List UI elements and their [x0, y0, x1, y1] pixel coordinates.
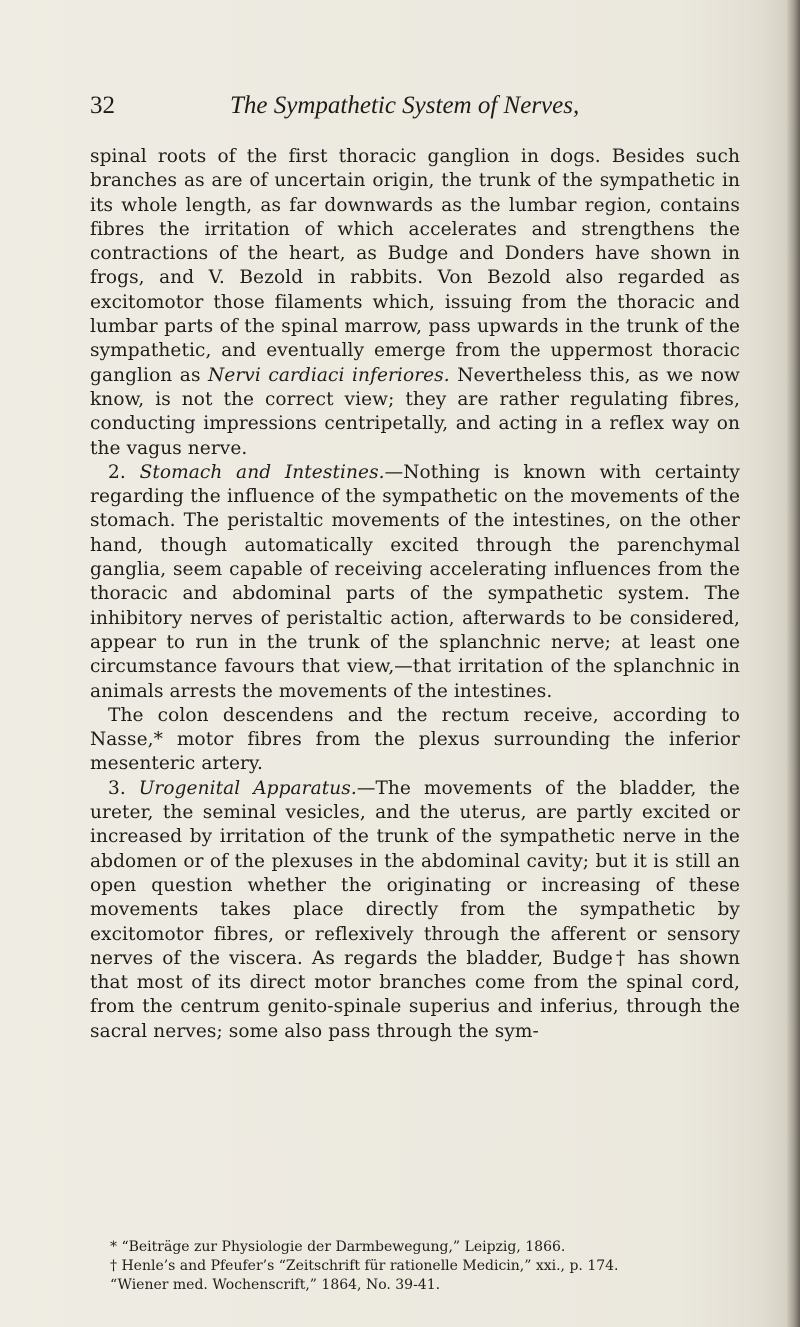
- paragraph-heart: [90, 145, 740, 461]
- paragraph-text: —Nothing is known with certainty regarding the influence of the sympathetic on the movements of the stomach. The peristaltic movements of the intestines, on the other hand, though automatically excited through the parenchymal ganglia, seem capable of receiving accelerating influences from the thoracic and abdominal parts of the sympathetic system. The inhibitory nerves of peristaltic action, afterwards to be considered, appear to run in the trunk of the splanchnic nerve; at least one circumstance favours that view,—that irritation of the splanchnic in animals arrests the movements of the intestines.: [90, 461, 740, 702]
- section-number: 2.: [108, 461, 140, 483]
- footnote-1: * “Beiträge zur Physiologie der Darmbewegung,” Leipzig, 1866.: [110, 1239, 566, 1255]
- running-title: The Sympathetic System of Nerves,: [230, 92, 580, 119]
- paragraph-text: —The movements of the bladder, the ureter, the seminal vesicles, and the uterus, are partly excited or increased by irritation of the trunk of the sympathetic nerve in the abdomen or of the plexuses in the abdominal cavity; but it is still an open question whether the originating or increasing of these movements takes place directly from the sympathetic by excitomotor fibres, or reflexively through the afferent or sensory nerves of the viscera. As regards the bladder, Budge† has shown that most of its direct motor branches come from the spinal cord, from the centrum genito-spinale superius and inferius, through the sacral nerves; some also pass through the sym-: [90, 777, 740, 1042]
- paragraph-text: The colon descendens and the rectum receive, according to Nasse,* motor fibres from the plexus surrounding the inferior mesenteric artery.: [90, 704, 740, 775]
- italic-term: Nervi cardiaci inferiores.: [208, 364, 450, 386]
- paragraph-colon: [90, 704, 740, 777]
- paragraph-stomach: [90, 461, 740, 704]
- page-edge-shadow: [786, 0, 800, 1327]
- section-heading: Urogenital Apparatus.: [138, 777, 357, 799]
- footnote-2: † Henle’s and Pfeufer’s “Zeitschrift für rationelle Medicin,” xxi., p. 174.: [110, 1258, 619, 1274]
- page-number: 32: [90, 92, 115, 119]
- section-number: 3.: [108, 777, 139, 799]
- section-heading: Stomach and Intestines.: [139, 461, 385, 483]
- footnote-2-continued: “Wiener med. Wochenscrift,” 1864, No. 39-41.: [110, 1277, 441, 1293]
- body-text: [90, 145, 740, 1044]
- paragraph-text: Nevertheless this, as we now know, is not the correct view; they are rather regulating fibres, conducting impressions centripetally, and acting in a reflex way on the vagus nerve.: [90, 364, 740, 459]
- footnotes: [110, 1238, 750, 1295]
- paragraph-text: spinal roots of the first thoracic ganglion in dogs. Besides such branches as are of uncertain origin, the trunk of the sympathetic in its whole length, as far downwards as the lumbar region, contains fibres the irritation of which accelerates and strengthens the contractions of the heart, as Budge and Donders have shown in frogs, and V. Bezold in rabbits. Von Bezold also regarded as excitomotor those filaments which, issuing from the thoracic and lumbar parts of the spinal marrow, pass upwards in the trunk of the sympathetic, and eventually emerge from the uppermost thoracic ganglion as: [90, 146, 740, 386]
- paragraph-urogenital: [90, 777, 740, 1044]
- page-header: [90, 92, 740, 128]
